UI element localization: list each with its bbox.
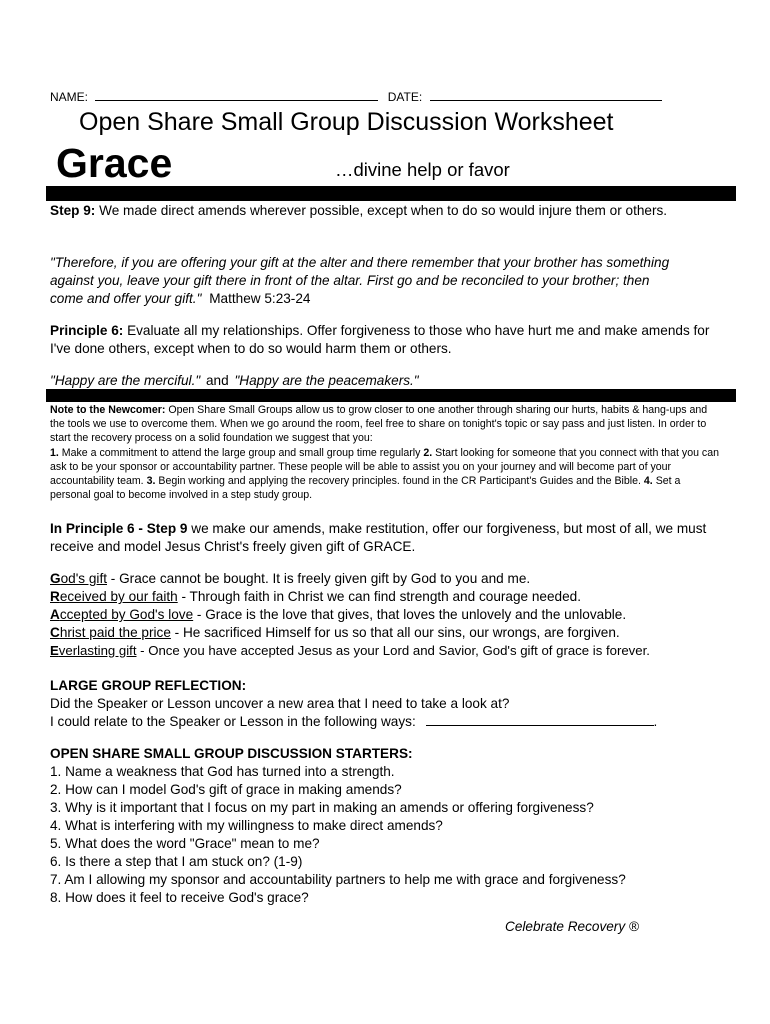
starter-item: 3. Why is it important that I focus on my part in making an amends or offering forgiveness? xyxy=(50,800,594,815)
acrostic-initial: G xyxy=(50,571,61,586)
suggestion-4-number: 4. xyxy=(643,475,653,488)
starter-item: 6. Is there a step that I am stuck on? (1-9) xyxy=(50,854,303,869)
starter-item: 7. Am I allowing my sponsor and accountability partners to help me with grace and forgiveness? xyxy=(50,872,626,887)
beatitude-merciful: "Happy are the merciful." xyxy=(50,373,201,388)
starter-item: 5. What does the word "Grace" mean to me? xyxy=(50,836,320,851)
acrostic-initial: E xyxy=(50,643,59,658)
name-field[interactable] xyxy=(95,100,378,101)
reflection-question-2: I could relate to the Speaker or Lesson in the following ways: xyxy=(50,714,416,729)
starter-item: 1. Name a weakness that God has turned into a strength. xyxy=(50,764,395,779)
suggestion-2: Start looking for someone that you connect with that you can ask to be your sponsor or accountability partner. These people will be able to assist you on your journey and will become part of your accountability team. xyxy=(50,446,719,488)
name-label: NAME: xyxy=(50,90,89,104)
principle-text: Evaluate all my relationships. Offer forgiveness to those who have hurt me and make amends for I've done others, except when to do so would harm them or others. xyxy=(50,323,710,356)
summary-paragraph xyxy=(50,520,720,556)
starter-item: 4. What is interfering with my willingness to make direct amends? xyxy=(50,818,443,833)
step-label: Step 9: xyxy=(50,203,96,218)
scripture-paragraph xyxy=(50,254,680,308)
grace-acrostic xyxy=(50,570,750,660)
middle-divider xyxy=(46,389,736,402)
reflection-period: . xyxy=(653,714,658,729)
acrostic-desc: - He sacrificed Himself for us so that all our sins, our wrongs, are forgiven. xyxy=(170,625,620,640)
suggestion-3: Begin working and applying the recovery principles. found in the CR Participant's Guides and the Bible. xyxy=(158,475,641,488)
starters-list xyxy=(50,763,750,907)
reflection-heading: LARGE GROUP REFLECTION: xyxy=(50,678,247,693)
suggestion-2-number: 2. xyxy=(423,446,433,459)
acrostic-term: od's gift xyxy=(60,571,108,586)
acrostic-line-e xyxy=(50,642,750,660)
acrostic-line-g xyxy=(50,570,750,588)
acrostic-line-r xyxy=(50,588,750,606)
suggestion-1-number: 1. xyxy=(50,446,59,459)
acrostic-term: hrist paid the price xyxy=(59,625,171,640)
large-group-reflection xyxy=(50,677,740,731)
beatitude-peacemakers: "Happy are the peacemakers." xyxy=(234,373,419,388)
topic-word: Grace xyxy=(56,140,173,186)
date-label: DATE: xyxy=(387,90,423,104)
beatitude-joiner: and xyxy=(205,373,229,388)
summary-bold: In Principle 6 - Step 9 xyxy=(50,521,188,536)
topic-definition: …divine help or favor xyxy=(335,159,510,180)
scripture-quote: "Therefore, if you are offering your gift at the alter and there remember that your brother has something against you, leave your gift there in front of the altar. First go and be reconciled to your brother; then come and offer your gift." xyxy=(50,255,670,306)
step-text: We made direct amends wherever possible, except when to do so would injure them or others. xyxy=(99,203,668,218)
beatitudes-line xyxy=(50,372,419,390)
principle-paragraph xyxy=(50,322,710,358)
page-title: Open Share Small Group Discussion Worksheet xyxy=(79,108,614,136)
reflection-answer-field[interactable] xyxy=(426,725,654,726)
acrostic-initial: R xyxy=(50,589,60,604)
name-date-row xyxy=(50,90,662,104)
summary-text: we make our amends, make restitution, offer our forgiveness, but most of all, we must receive and model Jesus Christ's freely given gift of GRACE. xyxy=(50,521,707,554)
discussion-starters xyxy=(50,745,750,907)
scripture-reference: Matthew 5:23-24 xyxy=(209,291,311,306)
step-paragraph xyxy=(50,202,700,220)
starters-heading: OPEN SHARE SMALL GROUP DISCUSSION STARTERS: xyxy=(50,746,413,761)
acrostic-term: verlasting gift xyxy=(58,643,137,658)
suggestion-3-number: 3. xyxy=(146,475,156,488)
acrostic-term: ccepted by God's love xyxy=(59,607,194,622)
acrostic-desc: - Once you have accepted Jesus as your Lord and Savior, God's gift of grace is forever. xyxy=(136,643,650,658)
top-divider xyxy=(46,186,736,201)
acrostic-desc: - Grace cannot be bought. It is freely given gift by God to you and me. xyxy=(107,571,531,586)
acrostic-line-a xyxy=(50,606,750,624)
footer-brand: Celebrate Recovery ® xyxy=(505,919,639,934)
acrostic-term: eceived by our faith xyxy=(59,589,178,604)
suggestion-1: Make a commitment to attend the large group and small group time regularly xyxy=(61,446,421,459)
starter-item: 8. How does it feel to receive God's grace? xyxy=(50,890,309,905)
newcomer-intro: Open Share Small Groups allow us to grow closer to one another through sharing our hurts, habits & hang-ups and the tools we use to overcome them. When we go around the room, feel free to share on tonight's topic or say pass and just listen. In order to start the recovery process on a solid foundation we suggest that you: xyxy=(50,404,708,445)
acrostic-desc: - Through faith in Christ we can find strength and courage needed. xyxy=(177,589,581,604)
principle-label: Principle 6: xyxy=(50,323,124,338)
date-field[interactable] xyxy=(430,100,662,101)
acrostic-initial: C xyxy=(50,625,60,640)
reflection-question-1: Did the Speaker or Lesson uncover a new area that I need to take a look at? xyxy=(50,696,510,711)
newcomer-note xyxy=(50,403,720,502)
starter-item: 2. How can I model God's gift of grace in making amends? xyxy=(50,782,402,797)
reflection-question-2-line xyxy=(50,713,740,731)
suggestion-4: Set a personal goal to become involved in a step study group. xyxy=(50,475,681,502)
newcomer-label: Note to the Newcomer: xyxy=(50,404,166,416)
acrostic-desc: - Grace is the love that gives, that loves the unlovely and the unlovable. xyxy=(193,607,627,622)
acrostic-initial: A xyxy=(50,607,60,622)
acrostic-line-c xyxy=(50,624,750,642)
